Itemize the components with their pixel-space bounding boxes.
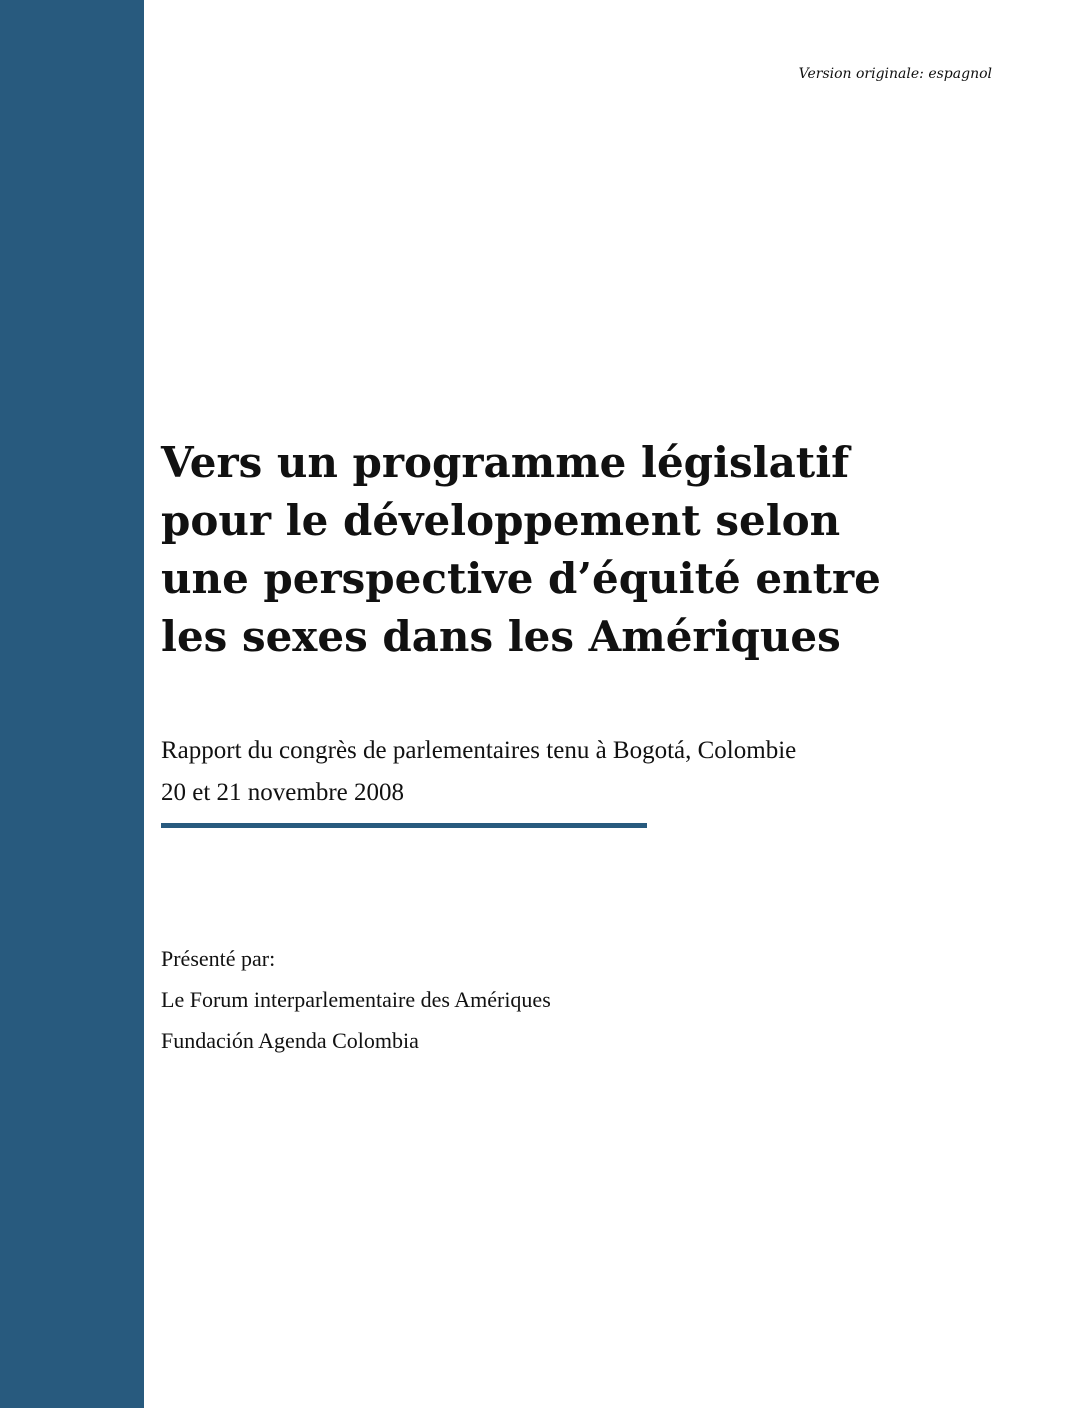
title-line: une perspective d’équité entre — [161, 554, 881, 603]
presented-by-label: Présenté par: — [161, 946, 276, 971]
version-note: Version originale: espagnol — [798, 66, 992, 82]
document-subtitle — [161, 730, 796, 814]
document-title — [161, 434, 1041, 666]
title-line: les sexes dans les Amériques — [161, 612, 841, 661]
subtitle-report-line: Rapport du congrès de parlementaires tenu à Bogotá, Colombie — [161, 737, 797, 764]
presenter-organization: Le Forum interparlementaire des Amériques — [161, 987, 551, 1012]
title-line: pour le développement selon — [161, 496, 841, 545]
presented-by-block — [161, 938, 551, 1061]
side-color-band — [0, 0, 144, 1408]
divider-rule — [161, 823, 647, 828]
title-line: Vers un programme législatif — [161, 438, 850, 487]
subtitle-date-line: 20 et 21 novembre 2008 — [161, 779, 405, 806]
presenter-organization: Fundación Agenda Colombia — [161, 1028, 419, 1053]
